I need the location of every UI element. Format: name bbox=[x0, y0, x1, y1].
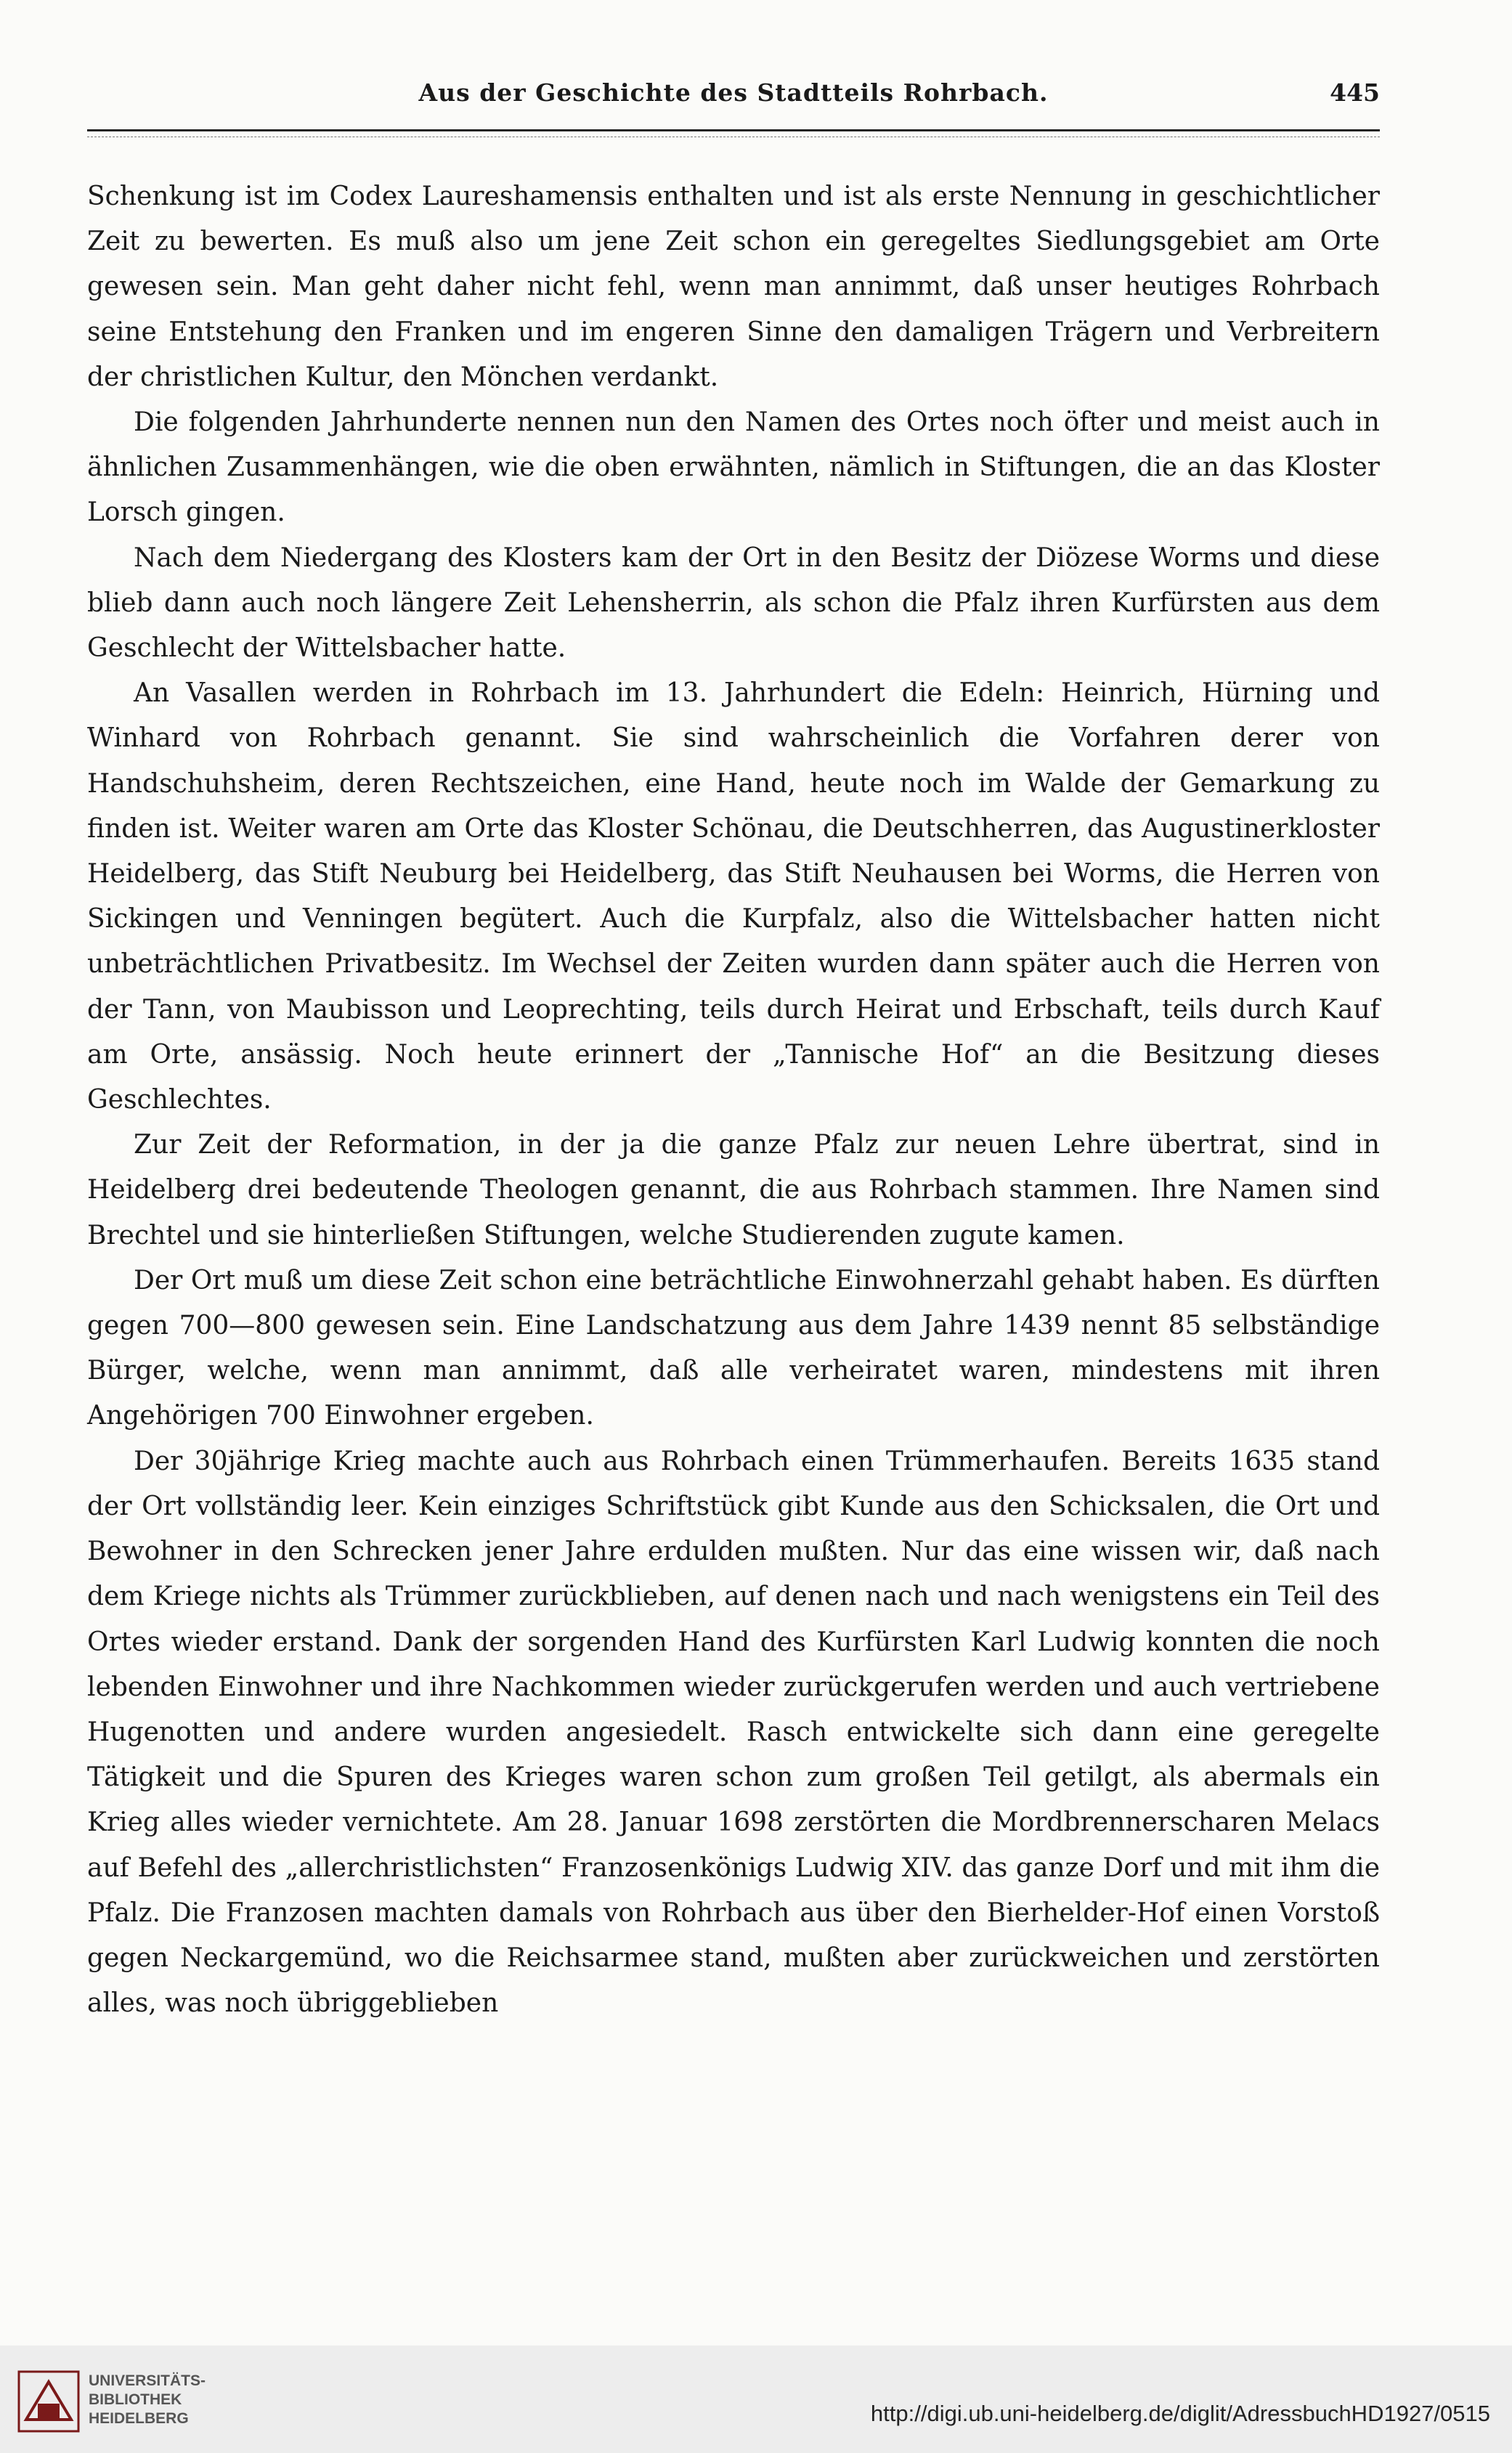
running-head bbox=[87, 78, 1380, 122]
paragraph-4: An Vasallen werden in Rohrbach im 13. Jahrhundert die Edeln: Heinrich, Hürning und Winhard von Rohrbach genannt. Sie sind wahrscheinlich die Vorfahren derer von Handschuhsheim, deren Rechtszeichen, eine Hand, heute noch im Walde der Gemarkung zu finden ist. Weiter waren am Orte das Kloster Schönau, die Deutschherren, das Augustinerkloster Heidelberg, das Stift Neuburg bei Heidelberg, das Stift Neuhausen bei Worms, die Herren von Sickingen und Venningen begütert. Auch die Kurpfalz, also die Wittelsbacher hatten nicht unbeträchtlichen Privatbesitz. Im Wechsel der Zeiten wurden dann später auch die Herren von der Tann, von Maubisson und Leoprechting, teils durch Heirat und Erbschaft, teils durch Kauf am Orte, ansässig. Noch heute erinnert der „Tannische Hof“ an die Besitzung dieses Geschlechtes. bbox=[87, 678, 1380, 1115]
paragraph-5: Zur Zeit der Reformation, in der ja die ganze Pfalz zur neuen Lehre übertrat, sind in Heidelberg drei bedeutende Theologen genannt, die aus Rohrbach stammen. Ihre Namen sind Brechtel und sie hinterließen Stiftungen, welche Studierenden zugute kamen. bbox=[87, 1130, 1380, 1250]
header-rule bbox=[87, 129, 1380, 131]
paragraph-7: Der 30jährige Krieg machte auch aus Rohrbach einen Trümmerhaufen. Bereits 1635 stand der Ort vollständig leer. Kein einziges Schriftstück gibt Kunde aus den Schicksalen, die Ort und Bewohner in den Schrecken jener Jahre erdulden mußten. Nur das eine wissen wir, daß nach dem Kriege nichts als Trümmer zurückblieben, auf denen nach und nach wenigstens ein Teil des Ortes wieder erstand. Dank der sorgenden Hand des Kurfürsten Karl Ludwig konnten die noch lebenden Einwohner und ihre Nachkommen wieder zurückgerufen werden und auch vertriebene Hugenotten und andere wurden angesiedelt. Rasch entwickelte sich dann eine geregelte Tätigkeit und die Spuren des Krieges waren schon zum großen Teil getilgt, als abermals ein Krieg alles wieder vernichtete. Am 28. Januar 1698 zerstörten die Mordbrennerscharen Melacs auf Befehl des „allerchristlichsten“ Franzosenkönigs Ludwig XIV. das ganze Dorf und mit ihm die Pfalz. Die Franzosen machten damals von Rohrbach aus über den Bierhelder-Hof einen Vorstoß gegen Neckargemünd, wo die Reichsarmee stand, mußten aber zurückweichen und zerstörten alles, was noch übriggeblieben bbox=[87, 1446, 1380, 2019]
paragraph-6: Der Ort muß um diese Zeit schon eine beträchtliche Einwohnerzahl gehabt haben. Es dürften gegen 700—800 gewesen sein. Eine Landschatzung aus dem Jahre 1439 nennt 85 selbständige Bürger, welche, wenn man annimmt, daß alle verheiratet waren, mindestens mit ihren Angehörigen 700 Einwohner ergeben. bbox=[87, 1265, 1380, 1431]
paragraph-2: Die folgenden Jahrhunderte nennen nun den Namen des Ortes noch öfter und meist auch in ähnlichen Zusammenhängen, wie die oben erwähnten, nämlich in Stiftungen, die an das Kloster Lorsch gingen. bbox=[87, 407, 1380, 528]
page-number: 445 bbox=[1330, 78, 1380, 107]
running-title: Aus der Geschichte des Stadtteils Rohrbach. bbox=[418, 78, 1049, 107]
body-text bbox=[87, 174, 1380, 2026]
paragraph-3: Nach dem Niedergang des Klosters kam der Ort in den Besitz der Diözese Worms und diese blieb dann auch noch längere Zeit Lehensherrin, als schon die Pfalz ihren Kurfürsten aus dem Geschlecht der Wittelsbacher hatte. bbox=[87, 542, 1380, 664]
digitization-footer bbox=[0, 2346, 1512, 2453]
source-url-link[interactable]: http://digi.ub.uni-heidelberg.de/diglit/AdressbuchHD1927/0515 bbox=[870, 2401, 1490, 2426]
library-logo bbox=[16, 2364, 219, 2437]
paragraph-1: Schenkung ist im Codex Laureshamensis enthalten und ist als erste Nennung in geschichtlicher Zeit zu bewerten. Es muß also um jene Zeit schon ein geregeltes Siedlungsgebiet am Orte gewesen sein. Man geht daher nicht fehl, wenn man annimmt, daß unser heutiges Rohrbach seine Entstehung den Franken und im engeren Sinne den damaligen Trägern und Verbreitern der christlichen Kultur, den Mönchen verdankt. bbox=[87, 182, 1380, 392]
library-seal-icon bbox=[16, 2369, 81, 2434]
library-name: UNIVERSITÄTS- BIBLIOTHEK HEIDELBERG bbox=[89, 2372, 206, 2427]
